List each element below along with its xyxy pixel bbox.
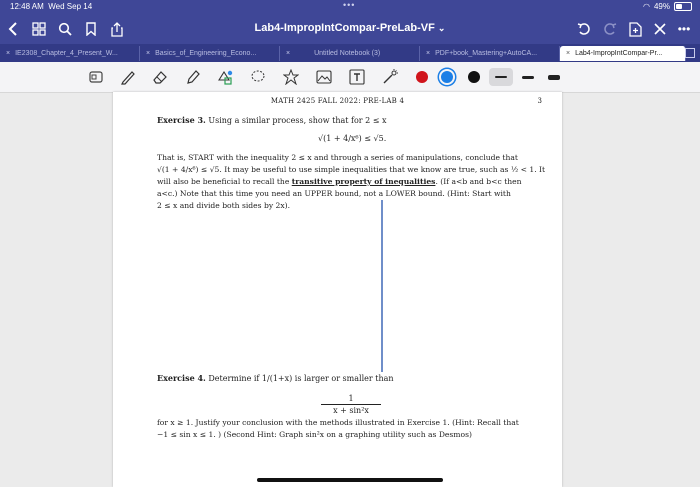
app-titlebar [0,14,700,44]
line-width-thick[interactable] [548,75,560,80]
exercise-4-formula [321,394,381,415]
tab-bar [0,44,700,62]
status-bar [0,0,700,14]
page-number: 3 [537,97,542,105]
paragraph-line: a<c.) Note that this time you need an UPPER bound, not a LOWER bound. (Hint: Start with [157,189,511,198]
tab-engineering-econ[interactable]: × Basics_of_Engineering_Econo... [140,46,280,61]
multitask-dots[interactable]: ••• [343,0,356,10]
exercise-4-intro [157,373,394,383]
exercise-4-label: Exercise 4. [157,373,206,383]
eraser-icon[interactable] [151,68,169,86]
highlighter-icon[interactable] [184,68,202,86]
tab-close-icon[interactable]: × [286,50,291,57]
shapes-icon[interactable] [216,68,234,86]
document-title[interactable]: Lab4-ImpropIntCompar-PreLab-VF ⌄ [254,22,446,34]
paragraph-line: for x ≥ 1. Justify your conclusion with the methods illustrated in Exercise 1. (Hint: Recall that [157,418,519,427]
paragraph-line: will also be beneficial to recall the transitive property of inequalities. (If a<b and b<c then [157,177,522,186]
tab-ie2308[interactable]: × IE2308_Chapter_4_Present_W... [0,46,140,61]
formula-numerator: 1 [321,394,381,405]
color-blue-swatch[interactable] [441,71,453,83]
read-mode-icon[interactable] [87,68,105,86]
home-indicator[interactable] [257,478,443,482]
exercise-3-text: Using a similar process, show that for 2 ≤ x [208,116,387,125]
transitive-property-link[interactable]: transitive property of inequalities [291,177,436,186]
paragraph-line: −1 ≤ sin x ≤ 1. ) (Second Hint: Graph sin²x on a graphing utility such as Desmos) [157,430,472,439]
more-icon[interactable]: ••• [677,22,691,36]
page-header: MATH 2425 FALL 2022: PRE-LAB 4 [270,97,405,105]
paragraph-line: √(1 + 4/x⁶) ≤ √5. It may be useful to use simple inequalities that we know are true, such as ½ < 1. It [157,165,546,174]
text-box-icon[interactable] [348,68,366,86]
exercise-3-formula: √(1 + 4/x⁶) ≤ √5. [318,134,387,143]
battery-percent: 49% [653,2,670,11]
tab-close-icon[interactable]: × [146,50,151,57]
handwritten-ink-stroke [381,200,383,372]
annotation-toolbar [0,62,700,93]
tab-pdf-book[interactable]: × PDF+book_Mastering+AutoCA... [420,46,560,61]
pen-icon[interactable] [119,68,137,86]
undo-icon[interactable] [576,18,592,40]
status-right [643,2,692,11]
tab-lab4-active[interactable]: × Lab4-ImpropIntCompar-Pr... [560,46,686,61]
status-time: 12:48 AM Wed Sep 14 [10,2,93,11]
redo-icon[interactable] [602,18,618,40]
laser-pointer-icon[interactable] [381,68,399,86]
new-tab-icon[interactable] [683,44,697,62]
exercise-3-label: Exercise 3. [157,115,206,125]
battery-fill [676,4,682,9]
wifi-icon: ◠ [643,2,650,11]
line-width-medium[interactable] [522,76,534,79]
line-width-thin[interactable] [495,76,507,78]
exercise-4-paragraph [157,417,543,441]
close-icon[interactable] [652,18,668,40]
color-black-swatch[interactable] [468,71,480,83]
tab-close-icon[interactable]: × [6,50,11,57]
paragraph-line: That is, START with the inequality 2 ≤ x and through a series of manipulations, conclude that [157,153,518,162]
pdf-page[interactable] [113,92,562,487]
tab-untitled-notebook[interactable]: × Untitled Notebook (3) [280,46,420,61]
lasso-icon[interactable] [249,68,267,86]
sticker-icon[interactable] [282,68,300,86]
exercise-4-text: Determine if 1/(1+x) is larger or smaller than [208,374,394,383]
exercise-3-intro [157,115,387,125]
color-red-swatch[interactable] [416,71,428,83]
tab-close-icon[interactable]: × [426,50,431,57]
add-page-icon[interactable] [626,18,644,40]
battery-icon [674,2,692,11]
exercise-3-paragraph [157,152,546,212]
tab-close-icon[interactable]: × [566,50,571,57]
image-icon[interactable] [315,68,333,86]
paragraph-line: 2 ≤ x and divide both sides by 2x). [157,201,291,210]
formula-denominator: x + sin²x [333,406,369,415]
